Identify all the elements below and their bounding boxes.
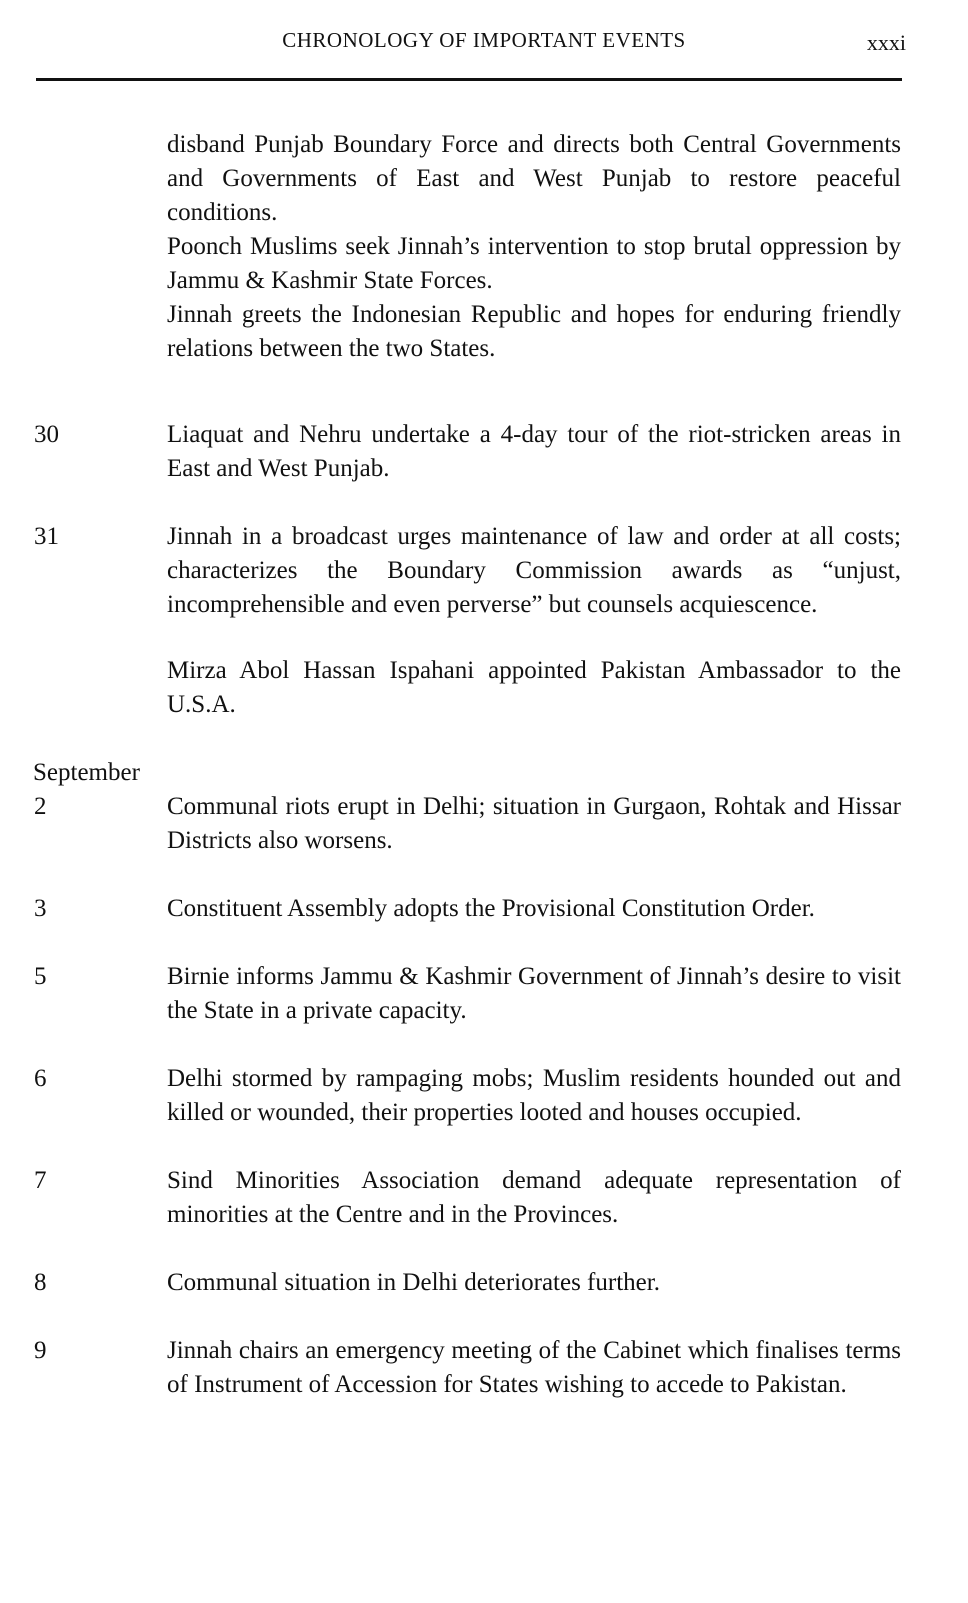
- entry-text: [167, 960, 901, 1028]
- entry-text: [167, 654, 901, 722]
- entry-paragraph: Jinnah chairs an emergency meeting of the Cabinet which finalises terms of Instrument of Accession for States wishing to accede to Pakistan.: [167, 1337, 901, 1398]
- chronology-entry: [0, 1334, 968, 1402]
- entry-text: [167, 1062, 901, 1130]
- entry-text: [167, 1266, 901, 1300]
- header-rule: [36, 78, 902, 81]
- entry-paragraph: Birnie informs Jammu & Kashmir Government of Jinnah’s desire to visit the State in a private capacity.: [167, 963, 901, 1024]
- entry-date: 30: [34, 421, 59, 448]
- entry-date: 2: [34, 793, 47, 820]
- entry-paragraph: Mirza Abol Hassan Ispahani appointed Pakistan Ambassador to the U.S.A.: [167, 657, 901, 718]
- entry-text: [167, 790, 901, 858]
- chronology-entry: [0, 1062, 968, 1130]
- entry-text: [167, 1164, 901, 1232]
- chronology-entry: [0, 654, 968, 722]
- entry-paragraph: Poonch Muslims seek Jinnah’s intervention to stop brutal oppression by Jammu & Kashmir State Forces.: [167, 233, 901, 294]
- chronology-entry: [0, 520, 968, 622]
- chronology-entry: [0, 892, 968, 926]
- page-header: [0, 0, 968, 70]
- entry-date: 31: [34, 523, 59, 550]
- chronology-list: [0, 128, 968, 1402]
- entry-text: [167, 128, 901, 366]
- entry-paragraph: Jinnah in a broadcast urges maintenance of law and order at all costs; characterizes the Boundary Commission awards as “unjust, incomprehensible and even perverse” but counsels acquiescence.: [167, 523, 901, 618]
- entry-text: [167, 418, 901, 486]
- entry-paragraph: disband Punjab Boundary Force and directs both Central Governments and Governments of East and West Punjab to restore peaceful conditions.: [167, 131, 901, 226]
- running-title: CHRONOLOGY OF IMPORTANT EVENTS: [282, 28, 686, 52]
- chronology-entry-continued: [0, 128, 968, 366]
- entry-date: 8: [34, 1269, 47, 1296]
- chronology-entry: [0, 1164, 968, 1232]
- chronology-entry: [0, 790, 968, 858]
- entry-paragraph: Delhi stormed by rampaging mobs; Muslim residents hounded out and killed or wounded, their properties looted and houses occupied.: [167, 1065, 901, 1126]
- chronology-entry: [0, 960, 968, 1028]
- entry-paragraph: Constituent Assembly adopts the Provisional Constitution Order.: [167, 895, 815, 922]
- chronology-entry: [0, 418, 968, 486]
- entry-text: [167, 892, 901, 926]
- entry-paragraph: Communal riots erupt in Delhi; situation in Gurgaon, Rohtak and Hissar Districts also worsens.: [167, 793, 901, 854]
- entry-date: 6: [34, 1065, 47, 1092]
- entry-paragraph: Communal situation in Delhi deteriorates further.: [167, 1269, 660, 1296]
- entry-paragraph: Liaquat and Nehru undertake a 4-day tour of the riot-stricken areas in East and West Punjab.: [167, 421, 901, 482]
- entry-date: 5: [34, 963, 47, 990]
- entry-date: 3: [34, 895, 47, 922]
- entry-paragraph: Jinnah greets the Indonesian Republic and hopes for enduring friendly relations between the two States.: [167, 301, 901, 362]
- page-number: xxxi: [866, 30, 906, 55]
- entry-date: 9: [34, 1337, 47, 1364]
- entry-date: 7: [34, 1167, 47, 1194]
- chronology-entry: [0, 1266, 968, 1300]
- entry-text: [167, 1334, 901, 1402]
- entry-text: [167, 520, 901, 622]
- month-label: September: [33, 759, 140, 786]
- entry-paragraph: Sind Minorities Association demand adequate representation of minorities at the Centre and in the Provinces.: [167, 1167, 901, 1228]
